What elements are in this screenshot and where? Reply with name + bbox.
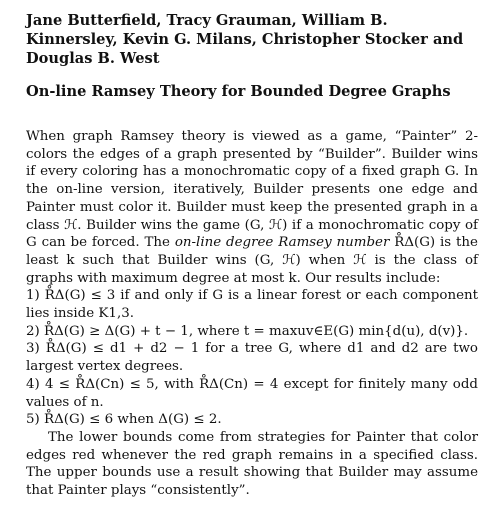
- author-list: Jane Butterfield, Tracy Grauman, William B. Kinnersley, Kevin G. Milans, Christopher Stocker and Douglas B. West: [26, 12, 464, 67]
- defined-term: on-line degree Ramsey number: [174, 235, 390, 251]
- abstract-intro: When graph Ramsey theory is viewed as a game, “Painter” 2-colors the edges of a graph presented by “Builder”. Builder wins if every coloring has a monochromatic copy of a fixed graph G. In the on-line version, iteratively, Builder presents one edge and Painter must color it. Builder must keep the presented graph in a class ℋ. Builder wins the game (G, ℋ) if a monochromatic copy of G can be forced. The: [26, 129, 478, 251]
- abstract: [26, 128, 478, 500]
- paper-title: On-line Ramsey Theory for Bounded Degree Graphs: [26, 83, 451, 100]
- abstract-paragraph-2: The lower bounds come from strategies for Painter that color edges red whenever the red graph remains in a specified class. The upper bounds use a result showing that Builder may assume that Painter plays “consistently”.: [26, 429, 478, 499]
- result-5: 5) R̊Δ(G) ≤ 6 when Δ(G) ≤ 2.: [26, 412, 222, 428]
- result-3: 3) R̊Δ(G) ≤ d1 + d2 − 1 for a tree G, where d1 and d2 are two largest vertex degrees.: [26, 341, 478, 375]
- abstract-paragraph-1: [26, 128, 478, 287]
- abstract-intro-rest: R̊Δ(G) is the least k such that Builder wins (G, ℋ) when ℋ is the class of graphs with maximum degree at most k. Our results include:: [26, 235, 478, 286]
- result-2: 2) R̊Δ(G) ≥ Δ(G) + t − 1, where t = maxuv∈E(G) min{d(u), d(v)}.: [26, 323, 469, 339]
- result-4: 4) 4 ≤ R̊Δ(Cn) ≤ 5, with R̊Δ(Cn) = 4 except for finitely many odd values of n.: [26, 376, 478, 410]
- result-1: 1) R̊Δ(G) ≤ 3 if and only if G is a linear forest or each component lies inside K1,3.: [26, 288, 478, 322]
